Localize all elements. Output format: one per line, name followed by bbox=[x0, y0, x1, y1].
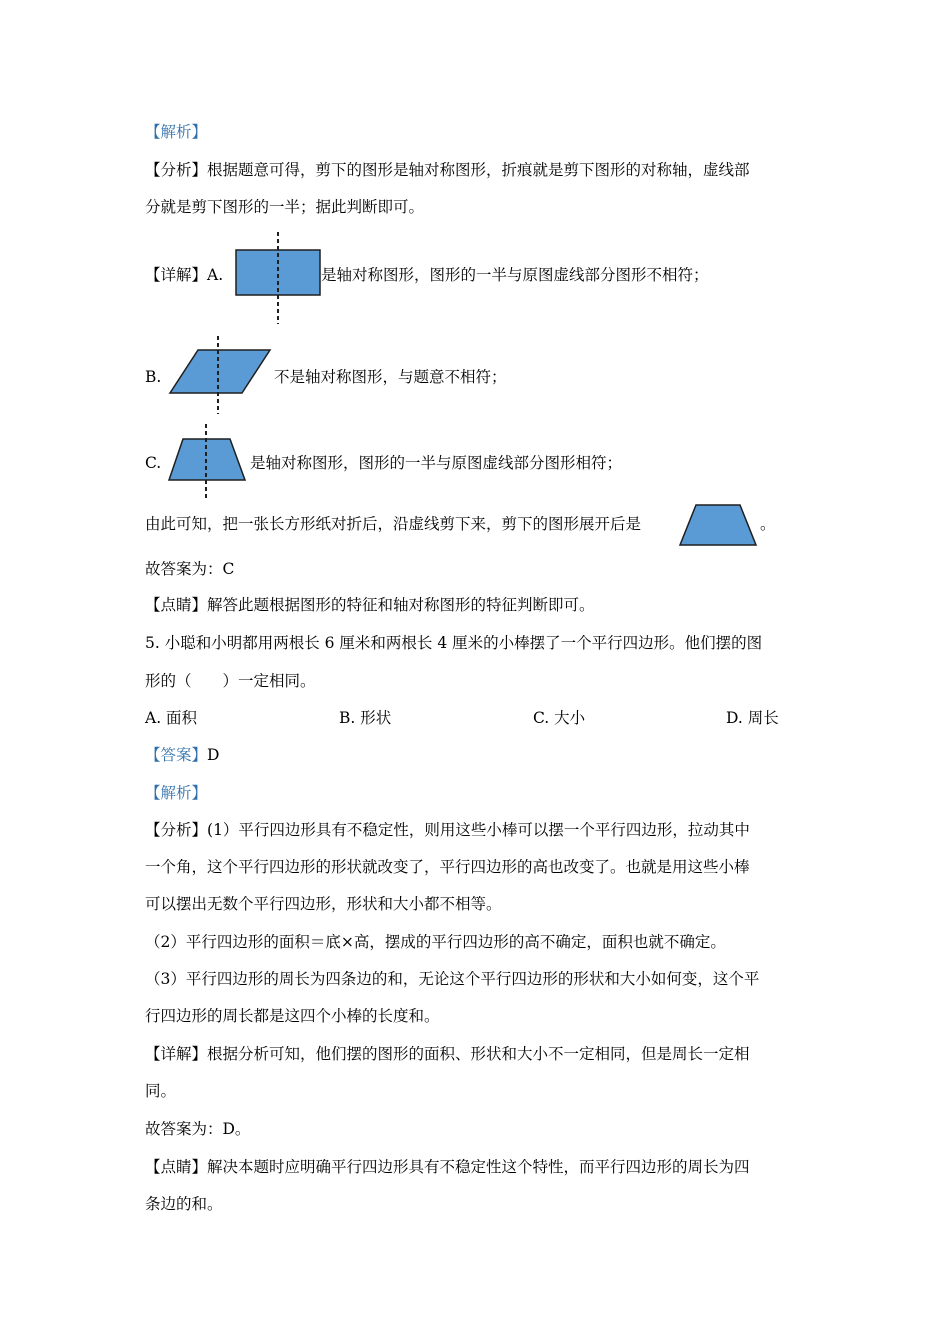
analysis-paragraph bbox=[145, 163, 750, 179]
option-c-text: 是轴对称图形，图形的一半与原图虚线部分图形相符； bbox=[250, 454, 623, 472]
q5-detail-paragraph bbox=[145, 1047, 750, 1063]
detail-option-a bbox=[145, 268, 223, 284]
analysis-text: 根据题意可得，剪下的图形是轴对称图形，折痕就是剪下图形的对称轴，虚线部 bbox=[207, 161, 750, 179]
choice-a: A. 面积 bbox=[145, 709, 198, 727]
conclusion-text: 由此可知，把一张长方形纸对折后，沿虚线剪下来，剪下的图形展开后是 bbox=[145, 515, 642, 533]
conclusion-end: 。 bbox=[760, 515, 776, 533]
q5-analysis-paragraph bbox=[145, 823, 750, 839]
point-text: 解答此题根据图形的特征和轴对称图形的特征判断即可。 bbox=[207, 596, 595, 614]
option-c-prefix: C. bbox=[145, 454, 162, 472]
q5-analysis-line3: 可以摆出无数个平行四边形，形状和大小都不相等。 bbox=[145, 895, 502, 913]
question-5-line1: 5. 小聪和小明都用两根长 6 厘米和两根长 4 厘米的小棒摆了一个平行四边形。他们摆的图 bbox=[145, 634, 763, 652]
q5-detail-label: 【详解】 bbox=[145, 1045, 208, 1063]
q5-point-label: 【点睛】 bbox=[145, 1158, 208, 1176]
answer-value: D bbox=[207, 746, 220, 764]
q5-analysis-line6: 行四边形的周长都是这四个小棒的长度和。 bbox=[145, 1007, 440, 1025]
q5-analysis-label: 【分析】 bbox=[145, 821, 208, 839]
q5-point-paragraph bbox=[145, 1160, 750, 1176]
choice-c: C. 大小 bbox=[533, 709, 586, 727]
option-a-prefix: A. bbox=[207, 266, 224, 284]
option-a-text: 是轴对称图形，图形的一半与原图虚线部分图形不相符； bbox=[321, 266, 709, 284]
detail-label: 【详解】 bbox=[145, 266, 208, 284]
analysis-label: 【分析】 bbox=[145, 161, 208, 179]
q5-point-line2: 条边的和。 bbox=[145, 1195, 223, 1213]
point-label: 【点睛】 bbox=[145, 596, 208, 614]
answer-heading bbox=[145, 748, 219, 764]
q5-detail-line1: 根据分析可知，他们摆的图形的面积、形状和大小不一定相同，但是周长一定相 bbox=[207, 1045, 750, 1063]
question-5-line2: 形的（ ）一定相同。 bbox=[145, 672, 316, 690]
q5-analysis-line2: 一个角，这个平行四边形的形状就改变了，平行四边形的高也改变了。也就是用这些小棒 bbox=[145, 858, 750, 876]
q5-point-line1: 解决本题时应明确平行四边形具有不稳定性这个特性，而平行四边形的周长为四 bbox=[207, 1158, 750, 1176]
choice-b: B. 形状 bbox=[339, 709, 392, 727]
q5-detail-line2: 同。 bbox=[145, 1082, 177, 1100]
q5-analysis-line4: （2）平行四边形的面积＝底×高，摆成的平行四边形的高不确定，面积也就不确定。 bbox=[145, 933, 726, 951]
analysis-text-line2: 分就是剪下图形的一半；据此判断即可。 bbox=[145, 198, 425, 216]
jiexi-heading: 【解析】 bbox=[145, 123, 208, 141]
option-b-text: 不是轴对称图形，与题意不相符； bbox=[274, 368, 507, 386]
q5-answer-line: 故答案为：D。 bbox=[145, 1120, 251, 1138]
point-paragraph bbox=[145, 598, 595, 614]
result-trapezoid-figure bbox=[678, 502, 760, 548]
answer-line: 故答案为：C bbox=[145, 560, 235, 578]
option-b-prefix: B. bbox=[145, 368, 162, 386]
jiexi-heading-q5: 【解析】 bbox=[145, 784, 208, 802]
answer-label: 【答案】 bbox=[145, 746, 208, 764]
rectangle-figure bbox=[232, 230, 324, 326]
q5-analysis-line1: (1）平行四边形具有不稳定性，则用这些小棒可以摆一个平行四边形，拉动其中 bbox=[207, 821, 750, 839]
q5-analysis-line5: （3）平行四边形的周长为四条边的和，无论这个平行四边形的形状和大小如何变，这个平 bbox=[145, 970, 760, 988]
trapezoid-figure bbox=[166, 422, 250, 500]
parallelogram-figure bbox=[166, 334, 272, 416]
choice-d: D. 周长 bbox=[726, 709, 779, 727]
